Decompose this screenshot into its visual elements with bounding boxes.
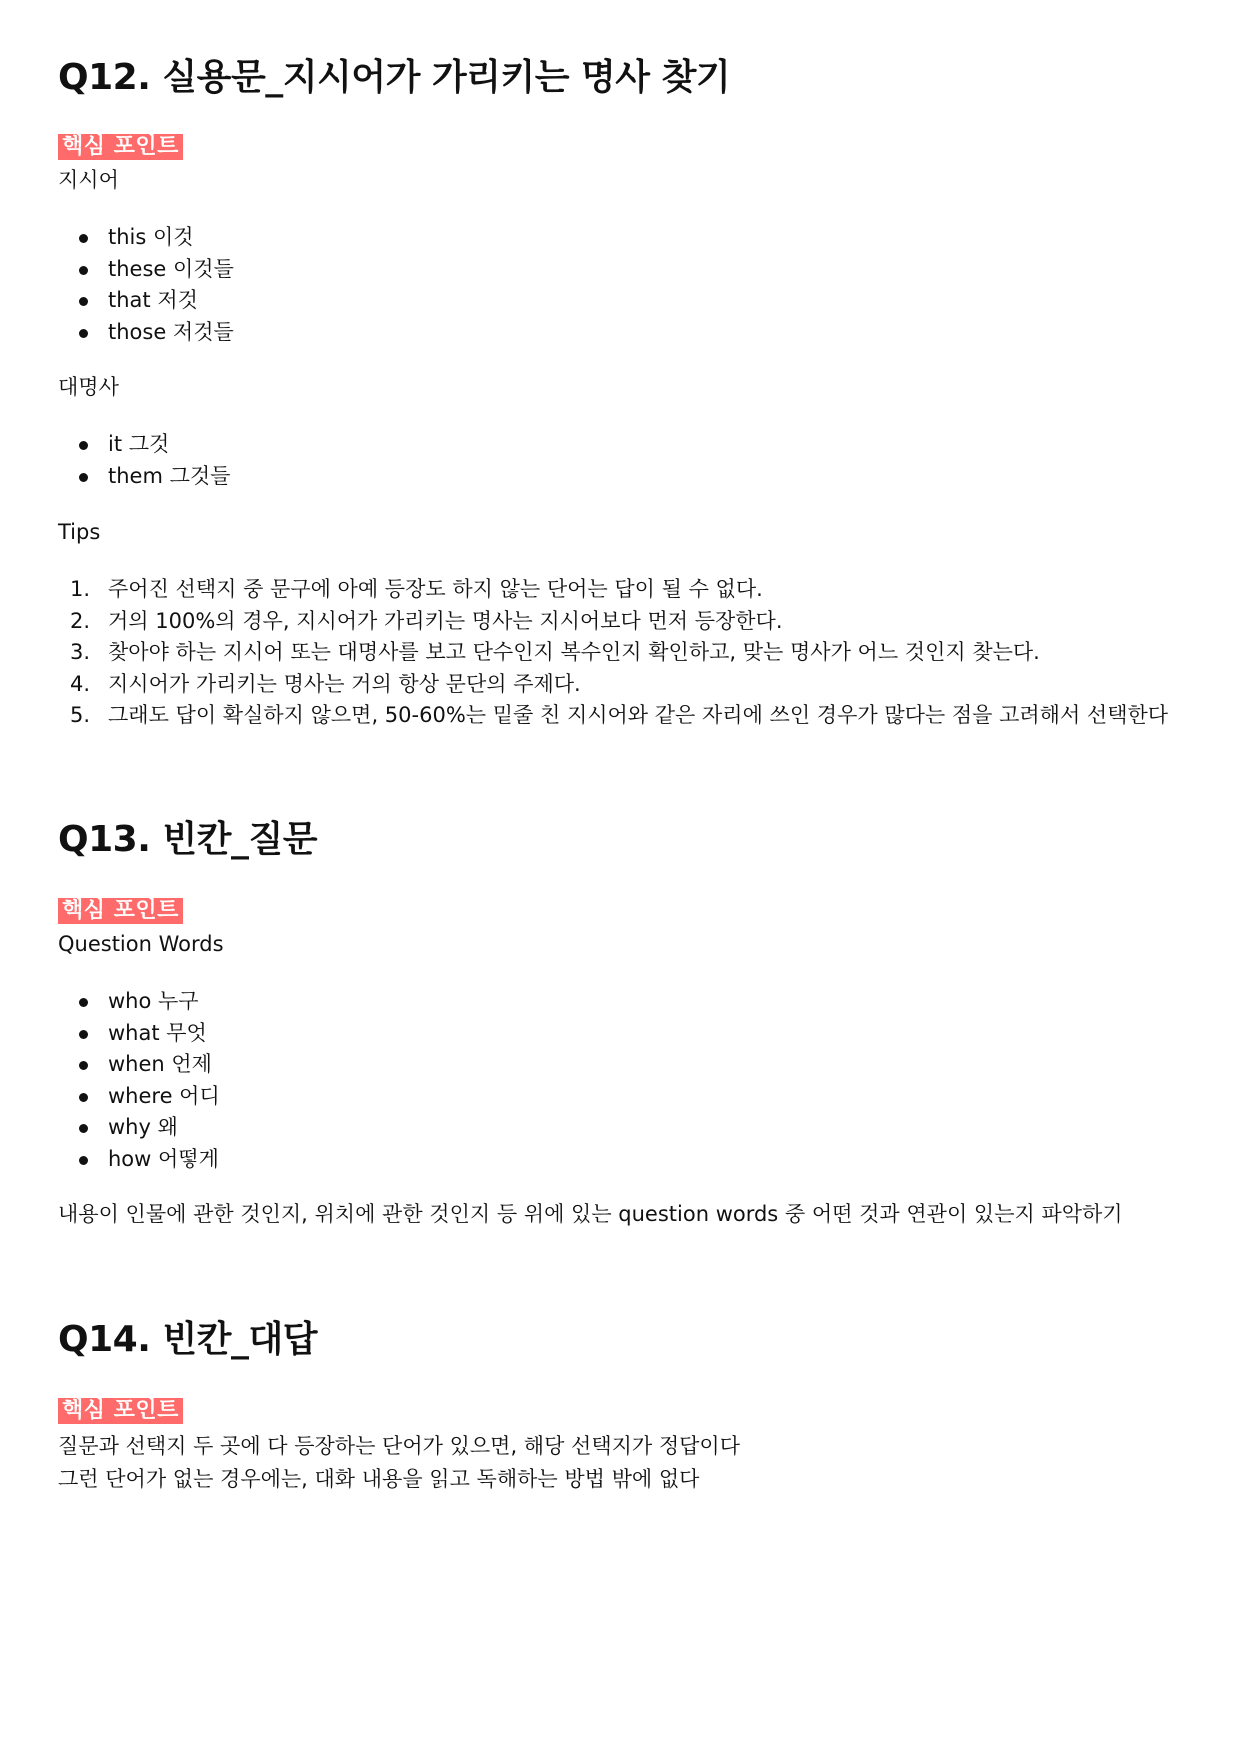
key-point-badge: 핵심 포인트 (58, 134, 183, 160)
tip-number: 3. (70, 640, 91, 664)
tip-number: 5. (70, 703, 91, 727)
list-item: who 누구 (58, 986, 220, 1018)
question-words-list (58, 986, 220, 1175)
section-title: Q12. 실용문_지시어가 가리키는 명사 찾기 (58, 57, 731, 98)
demonstratives-label: 지시어 (58, 168, 119, 192)
tip-item (58, 574, 1168, 606)
list-item: those 저것들 (58, 317, 234, 349)
section-q12 (58, 56, 1188, 727)
answer-tip-line: 질문과 선택지 두 곳에 다 등장하는 단어가 있으면, 해당 선택지가 정답이다 (58, 1434, 741, 1458)
pronouns-label: 대명사 (58, 375, 119, 399)
key-point-badge: 핵심 포인트 (58, 1398, 183, 1424)
tip-text: 거의 100%의 경우, 지시어가 가리키는 명사는 지시어보다 먼저 등장한다. (108, 608, 783, 633)
list-item: how 어떻게 (58, 1144, 220, 1176)
demonstratives-list (58, 222, 234, 348)
section-title: Q14. 빈칸_대답 (58, 1319, 318, 1360)
list-item: that 저것 (58, 285, 234, 317)
list-item: this 이것 (58, 222, 234, 254)
list-item: what 무엇 (58, 1018, 220, 1050)
section-title: Q13. 빈칸_질문 (58, 819, 318, 860)
tip-text: 주어진 선택지 중 문구에 아예 등장도 하지 않는 단어는 답이 될 수 없다. (108, 577, 763, 601)
list-item: why 왜 (58, 1112, 220, 1144)
answer-tip-line: 그런 단어가 없는 경우에는, 대화 내용을 읽고 독해하는 방법 밖에 없다 (58, 1467, 700, 1491)
tip-item (58, 669, 1168, 701)
tip-item (58, 700, 1168, 732)
section-q14 (58, 1318, 1188, 1491)
list-item: when 언제 (58, 1049, 220, 1081)
tip-number: 2. (70, 608, 91, 633)
tip-item (58, 637, 1168, 669)
pronouns-list (58, 429, 230, 492)
tip-number: 1. (70, 577, 91, 601)
section-q13 (58, 818, 1188, 1226)
question-words-note: 내용이 인물에 관한 것인지, 위치에 관한 것인지 등 위에 있는 question words 중 어떤 것과 연관이 있는지 파악하기 (58, 1202, 1123, 1226)
key-point-badge: 핵심 포인트 (58, 898, 183, 924)
list-item: them 그것들 (58, 461, 230, 493)
list-item: these 이것들 (58, 254, 234, 286)
tip-number: 4. (70, 671, 91, 696)
tip-text: 찾아야 하는 지시어 또는 대명사를 보고 단수인지 복수인지 확인하고, 맞는 명사가 어느 것인지 찾는다. (108, 640, 1040, 664)
tips-label: Tips (58, 520, 101, 544)
tip-text: 지시어가 가리키는 명사는 거의 항상 문단의 주제다. (108, 671, 581, 696)
tip-item (58, 606, 1168, 638)
list-item: it 그것 (58, 429, 230, 461)
question-words-label: Question Words (58, 932, 224, 956)
tip-text: 그래도 답이 확실하지 않으면, 50-60%는 밑줄 친 지시어와 같은 자리에 쓰인 경우가 많다는 점을 고려해서 선택한다 (108, 703, 1169, 727)
tips-list (58, 574, 1168, 732)
list-item: where 어디 (58, 1081, 220, 1113)
